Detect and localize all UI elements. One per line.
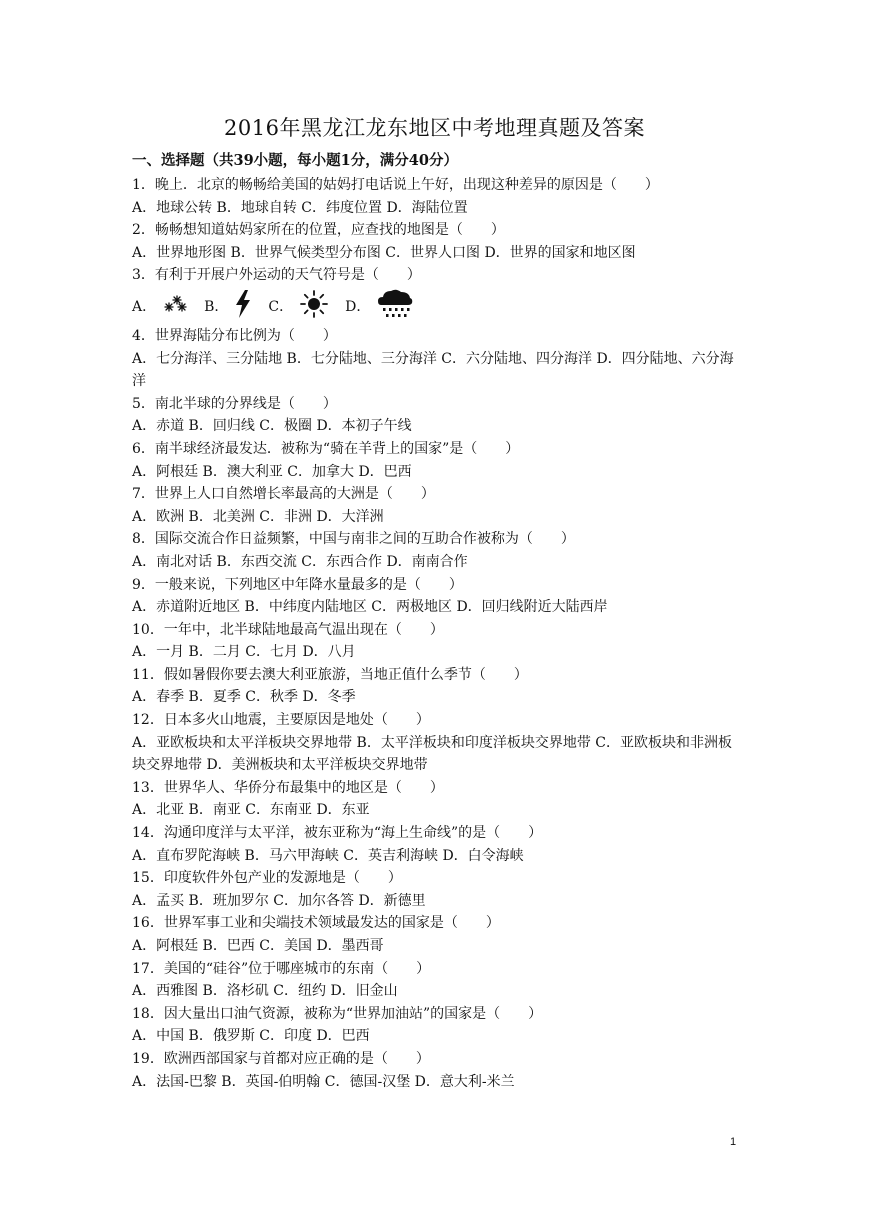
question-options: A．七分海洋、三分陆地 B．七分陆地、三分海洋 C．六分陆地、四分海洋 D．四分陆地、六分海洋 <box>132 350 734 390</box>
question-stem: 3．有利于开展户外运动的天气符号是（ ） <box>132 267 421 284</box>
question-stem: 4．世界海陆分布比例为（ ） <box>132 327 337 344</box>
question-list <box>132 174 742 1093</box>
question-stem: 9．一般来说，下列地区中年降水量最多的是（ ） <box>132 576 463 593</box>
question-stem: 8．国际交流合作日益频繁，中国与南非之间的互助合作被称为（ ） <box>132 531 575 548</box>
question-stem: 5．南北半球的分界线是（ ） <box>132 395 337 412</box>
snow-icon <box>162 295 188 317</box>
question-stem: 14．沟通印度洋与太平洋，被东亚称为“海上生命线”的是（ ） <box>132 825 543 842</box>
lightning-icon <box>234 290 252 322</box>
question-stem: 11．假如暑假你要去澳大利亚旅游，当地正值什么季节（ ） <box>132 666 528 683</box>
document-title: 2016年黑龙江龙东地区中考地理真题及答案 <box>224 116 645 140</box>
question-options: A．中国 B．俄罗斯 C．印度 D．巴西 <box>132 1028 370 1045</box>
page-number: 1 <box>730 1136 737 1148</box>
question-options: A．阿根廷 B．巴西 C．美国 D．墨西哥 <box>132 938 384 954</box>
option-c <box>268 289 329 323</box>
question-stem: 16．世界军事工业和尖端技术领域最发达的国家是（ ） <box>132 915 500 932</box>
sun-icon <box>299 289 329 323</box>
question-options: A．北亚 B．南亚 C．东南亚 D．东亚 <box>132 802 370 819</box>
question-options: A．地球公转 B．地球自转 C．纬度位置 D．海陆位置 <box>132 199 468 216</box>
question-stem: 17．美国的“硅谷”位于哪座城市的东南（ ） <box>132 960 431 977</box>
question-options: A．世界地形图 B．世界气候类型分布图 C．世界人口图 D．世界的国家和地区图 <box>132 244 636 261</box>
question-options: A．南北对话 B．东西交流 C．东西合作 D．南南合作 <box>132 553 468 570</box>
question-options: A．西雅图 B．洛杉矶 C．纽约 D．旧金山 <box>132 983 398 1000</box>
option-d <box>345 287 414 325</box>
question-stem: 19．欧洲西部国家与首都对应正确的是（ ） <box>132 1050 430 1067</box>
question-options: A．法国-巴黎 B．英国-伯明翰 C．德国-汉堡 D．意大利-米兰 <box>132 1073 515 1090</box>
question-options: A．直布罗陀海峡 B．马六甲海峡 C．英吉利海峡 D．白令海峡 <box>132 847 524 864</box>
question-options: A．阿根廷 B．澳大利亚 C．加拿大 D．巴西 <box>132 463 412 480</box>
question-stem: 15．印度软件外包产业的发源地是（ ） <box>132 870 402 887</box>
question-options: A．春季 B．夏季 C．秋季 D．冬季 <box>132 689 356 706</box>
question-stem: 12．日本多火山地震，主要原因是地处（ ） <box>132 712 430 729</box>
question-stem: 18．因大量出口油气资源，被称为“世界加油站”的国家是（ ） <box>132 1005 543 1022</box>
question-stem: 7．世界上人口自然增长率最高的大洲是（ ） <box>132 486 435 503</box>
question-options: A．欧洲 B．北美洲 C．非洲 D．大洋洲 <box>132 508 384 525</box>
section-heading: 一、选择题（共39小题，每小题1分，满分40分） <box>132 152 458 169</box>
question-stem: 13．世界华人、华侨分布最集中的地区是（ ） <box>132 779 444 796</box>
question-options: A．一月 B．二月 C．七月 D．八月 <box>132 644 356 661</box>
question-stem: 1．晚上．北京的畅畅给美国的姑妈打电话说上午好，出现这种差异的原因是（ ） <box>132 177 659 193</box>
question-options: A．孟买 B．班加罗尔 C．加尔各答 D．新德里 <box>132 892 426 909</box>
question-stem: 10．一年中，北半球陆地最高气温出现在（ ） <box>132 621 444 638</box>
question-stem: 6．南半球经济最发达．被称为“骑在羊背上的国家”是（ ） <box>132 440 520 457</box>
question-options: A．亚欧板块和太平洋板块交界地带 B．太平洋板块和印度洋板块交界地带 C．亚欧板块和非洲板块交界地带 D．美洲板块和太平洋板块交界地带 <box>132 734 733 774</box>
weather-symbol-options <box>132 287 742 325</box>
option-letter: D． <box>345 298 371 315</box>
question-options: A．赤道 B．回归线 C．极圈 D．本初子午线 <box>132 418 412 435</box>
option-letter: A． <box>132 298 157 315</box>
question-options: A．赤道附近地区 B．中纬度内陆地区 C．两极地区 D．回归线附近大陆西岸 <box>132 599 608 616</box>
question-stem: 2．畅畅想知道姑妈家所在的位置，应查找的地图是（ ） <box>132 222 505 239</box>
option-letter: C． <box>268 298 294 315</box>
rain-cloud-icon <box>376 287 414 325</box>
option-b <box>204 290 252 322</box>
option-a <box>132 295 188 317</box>
option-letter: B． <box>204 298 229 315</box>
